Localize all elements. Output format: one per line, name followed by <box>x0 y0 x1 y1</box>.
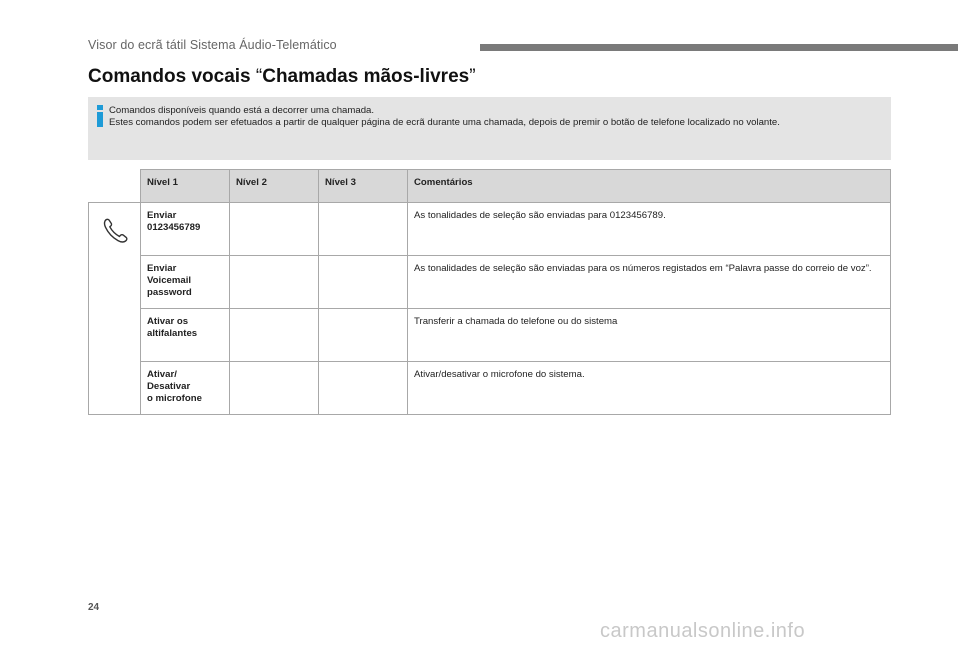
comment-cell: Transferir a chamada do telefone ou do sistema <box>408 309 891 362</box>
level1-text-line: Ativar os <box>147 316 189 327</box>
page-title-main: Comandos vocais <box>88 66 256 87</box>
level1-text-line: password <box>147 287 192 299</box>
info-line-2: Estes comandos podem ser efetuados a partir de qualquer página de ecrã durante uma chamada, depois de premir o botão de telefone localizado no volante. <box>109 117 780 129</box>
table-row <box>89 256 891 309</box>
table-row <box>89 309 891 362</box>
level1-text-line: 0123456789 <box>147 222 201 234</box>
level1-cell <box>141 256 230 309</box>
phone-icon <box>101 215 131 245</box>
comment-cell: Ativar/desativar o microfone do sistema. <box>408 362 891 415</box>
level1-cell <box>141 362 230 415</box>
commands-table <box>88 169 891 415</box>
page-title <box>88 66 476 88</box>
table-header-level1: Nível 1 <box>141 170 230 203</box>
comment-cell: As tonalidades de seleção são enviadas para 0123456789. <box>408 203 891 256</box>
level3-cell <box>319 309 408 362</box>
page-title-close-quote: ” <box>469 66 476 87</box>
level1-cell <box>141 203 230 256</box>
page-title-open-quote: “ <box>255 66 263 87</box>
level1-text-line: altifalantes <box>147 328 198 340</box>
level1-cell <box>141 309 230 362</box>
table-header-row <box>89 170 891 203</box>
table-header-level3: Nível 3 <box>319 170 408 203</box>
level1-text-line: o microfone <box>147 393 202 405</box>
phone-icon-cell <box>89 203 141 415</box>
level1-text-line: Enviar <box>147 263 177 274</box>
level3-cell <box>319 256 408 309</box>
header-bar <box>480 44 958 51</box>
table-header-level2: Nível 2 <box>230 170 319 203</box>
page-number: 24 <box>88 602 100 613</box>
level2-cell <box>230 203 319 256</box>
table-row <box>89 203 891 256</box>
header-title: Visor do ecrã tátil Sistema Áudio-Telemático <box>88 38 337 52</box>
level2-cell <box>230 256 319 309</box>
level1-text-line: Ativar/ <box>147 369 177 380</box>
level1-text-line: Enviar <box>147 210 177 221</box>
table-row <box>89 362 891 415</box>
info-text <box>109 105 883 129</box>
comment-cell: As tonalidades de seleção são enviadas para os números registados em “Palavra passe do correio de voz”. <box>408 256 891 309</box>
info-box <box>88 97 891 160</box>
page-title-quoted: Chamadas mãos-livres <box>262 66 470 87</box>
level3-cell <box>319 203 408 256</box>
level1-text-line: Desativar <box>147 381 191 393</box>
watermark: carmanualsonline.info <box>600 620 806 642</box>
info-line-1: Comandos disponíveis quando está a decorrer uma chamada. <box>109 105 375 116</box>
table-header-blank <box>89 170 141 203</box>
table-header-comments: Comentários <box>408 170 891 203</box>
level2-cell <box>230 309 319 362</box>
level2-cell <box>230 362 319 415</box>
level1-text-line: Voicemail <box>147 275 192 287</box>
level3-cell <box>319 362 408 415</box>
info-icon <box>95 105 105 127</box>
